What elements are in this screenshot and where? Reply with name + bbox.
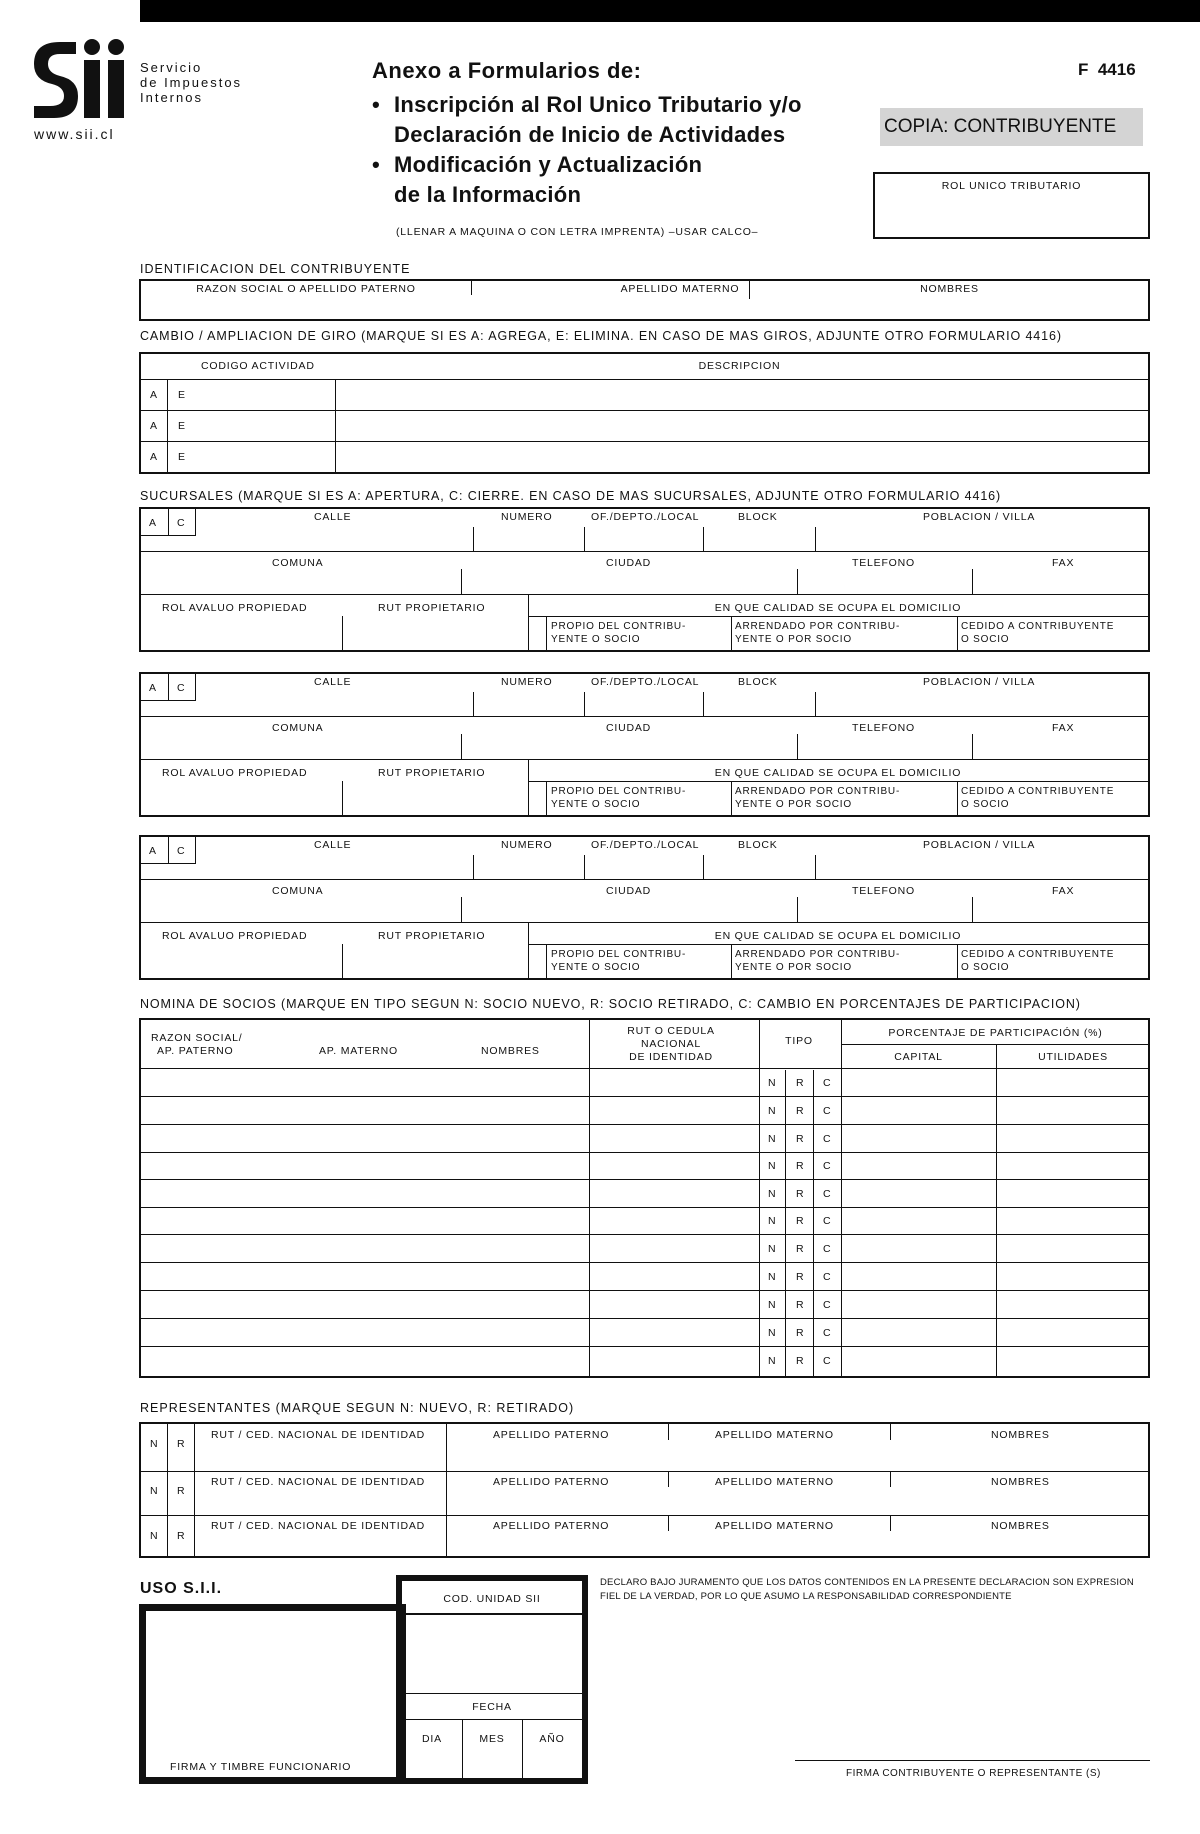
representantes-title: REPRESENTANTES (MARQUE SEGUN N: NUEVO, R: RETIRADO) (140, 1401, 575, 1415)
mark-a[interactable]: A (149, 517, 157, 529)
col-rut-line-1: RUT O CEDULA (627, 1025, 715, 1037)
col-rut-ced: RUT / CED. NACIONAL DE IDENTIDAD (211, 1476, 426, 1488)
col-rol-avaluo: ROL AVALUO PROPIEDAD (162, 930, 308, 942)
calidad-propio-line-2: YENTE O SOCIO (551, 962, 641, 973)
tipo-n[interactable]: N (768, 1160, 777, 1172)
calidad-propio-line-1: PROPIO DEL CONTRIBU- (551, 949, 687, 960)
fill-instruction: (LLENAR A MAQUINA O CON LETRA IMPRENTA) –USAR CALCO– (396, 226, 759, 238)
col-fax: FAX (1052, 885, 1075, 897)
col-razon-social-line-2: AP. PATERNO (157, 1045, 234, 1057)
sii-logo (30, 36, 130, 122)
col-apellido-materno: APELLIDO MATERNO (715, 1476, 834, 1488)
fecha-ano: AÑO (539, 1733, 565, 1745)
tipo-n[interactable]: N (768, 1299, 777, 1311)
col-rut-propietario: RUT PROPIETARIO (378, 767, 486, 779)
fecha-dia: DIA (422, 1733, 442, 1745)
col-calidad-domicilio: EN QUE CALIDAD SE OCUPA EL DOMICILIO (714, 602, 962, 614)
uso-sii-title: USO S.I.I. (140, 1580, 223, 1597)
mark-r[interactable]: R (177, 1485, 186, 1497)
tipo-c[interactable]: C (823, 1160, 832, 1172)
firma-line (795, 1760, 1150, 1761)
col-poblacion-villa: POBLACION / VILLA (923, 511, 1036, 523)
col-calidad-domicilio: EN QUE CALIDAD SE OCUPA EL DOMICILIO (714, 930, 962, 942)
tipo-r[interactable]: R (796, 1327, 805, 1339)
socios-title: NOMINA DE SOCIOS (MARQUE EN TIPO SEGUN N: SOCIO NUEVO, R: SOCIO RETIRADO, C: CAMBIO EN PORCENTAJES DE PARTICIPACION) (140, 997, 1081, 1011)
firma-funcionario: FIRMA Y TIMBRE FUNCIONARIO (170, 1761, 352, 1773)
calidad-arrendado-line-2: YENTE O POR SOCIO (735, 799, 852, 810)
col-numero: NUMERO (501, 676, 553, 688)
mark-r[interactable]: R (177, 1438, 186, 1450)
fecha-label: FECHA (472, 1701, 512, 1713)
col-descripcion: DESCRIPCION (698, 360, 781, 372)
col-rut-cedula (586, 1025, 756, 1064)
calidad-propio-line-2: YENTE O SOCIO (551, 634, 641, 645)
calidad-cedido-line-1: CEDIDO A CONTRIBUYENTE (961, 949, 1115, 960)
bullet-dot: • (372, 92, 381, 117)
col-fax: FAX (1052, 557, 1075, 569)
copy-label: COPIA: CONTRIBUYENTE (880, 108, 1143, 146)
identificacion-box[interactable] (139, 279, 1150, 321)
mark-c[interactable]: C (177, 682, 186, 694)
firma-contribuyente: FIRMA CONTRIBUYENTE O REPRESENTANTE (S) (846, 1768, 1101, 1779)
sucursal-box-3[interactable] (139, 835, 1150, 980)
calidad-cedido[interactable] (961, 785, 1114, 811)
rut-box[interactable] (873, 172, 1150, 239)
col-fax: FAX (1052, 722, 1075, 734)
mark-c[interactable]: C (177, 517, 186, 529)
tipo-n[interactable]: N (768, 1077, 777, 1089)
identificacion-title: IDENTIFICACION DEL CONTRIBUYENTE (140, 262, 411, 276)
form-code: F 4416 (1078, 60, 1136, 79)
col-nombres: NOMBRES (920, 283, 979, 295)
tipo-n[interactable]: N (768, 1215, 777, 1227)
sucursales-title: SUCURSALES (MARQUE SI ES A: APERTURA, C: CIERRE. EN CASO DE MAS SUCURSALES, ADJUNTE OTRO FORMULARIO 4416) (140, 489, 1002, 503)
calidad-cedido[interactable] (961, 620, 1114, 646)
calidad-cedido-line-1: CEDIDO A CONTRIBUYENTE (961, 621, 1115, 632)
calidad-propio-line-1: PROPIO DEL CONTRIBU- (551, 786, 687, 797)
tipo-c[interactable]: C (823, 1299, 832, 1311)
title-bullet-1 (372, 90, 802, 150)
bullet-2-line-2: de la Información (394, 182, 582, 207)
agency-line-1: Servicio (140, 60, 203, 75)
cod-unidad-box[interactable] (396, 1575, 588, 1784)
tipo-r[interactable]: R (796, 1077, 805, 1089)
calidad-propio-line-2: YENTE O SOCIO (551, 799, 641, 810)
col-nombres: NOMBRES (991, 1520, 1050, 1532)
col-telefono: TELEFONO (852, 722, 915, 734)
col-rol-avaluo: ROL AVALUO PROPIEDAD (162, 602, 308, 614)
calidad-arrendado-line-1: ARRENDADO POR CONTRIBU- (735, 621, 901, 632)
mark-r[interactable]: R (177, 1530, 186, 1542)
col-telefono: TELEFONO (852, 885, 915, 897)
calidad-propio[interactable] (551, 948, 686, 974)
col-nombres: NOMBRES (991, 1429, 1050, 1441)
calidad-cedido[interactable] (961, 948, 1114, 974)
col-ciudad: CIUDAD (606, 722, 652, 734)
col-block: BLOCK (738, 511, 778, 523)
tipo-c[interactable]: C (823, 1355, 832, 1367)
calidad-cedido-line-1: CEDIDO A CONTRIBUYENTE (961, 786, 1115, 797)
col-comuna: COMUNA (272, 722, 324, 734)
col-telefono: TELEFONO (852, 557, 915, 569)
tipo-n[interactable]: N (768, 1271, 777, 1283)
col-calle: CALLE (314, 511, 352, 523)
calidad-cedido-line-2: O SOCIO (961, 962, 1010, 973)
tipo-n[interactable]: N (768, 1188, 777, 1200)
mark-c[interactable]: C (177, 845, 186, 857)
col-ap-materno: AP. MATERNO (319, 1045, 399, 1057)
calidad-arrendado-line-2: YENTE O POR SOCIO (735, 962, 852, 973)
declaracion-line-1: DECLARO BAJO JURAMENTO QUE LOS DATOS CONTENIDOS EN LA PRESENTE DECLARACION SON EXPRESION (600, 1577, 1134, 1588)
tipo-c[interactable]: C (823, 1271, 832, 1283)
col-block: BLOCK (738, 839, 778, 851)
col-numero: NUMERO (501, 839, 553, 851)
calidad-arrendado[interactable] (735, 785, 900, 811)
bullet-dot: • (372, 152, 381, 177)
col-porcentaje: PORCENTAJE DE PARTICIPACIÓN (%) (888, 1027, 1103, 1039)
uso-sii-box[interactable] (139, 1604, 406, 1784)
col-block: BLOCK (738, 676, 778, 688)
calidad-cedido-line-2: O SOCIO (961, 799, 1010, 810)
col-ciudad: CIUDAD (606, 885, 652, 897)
tipo-n[interactable]: N (768, 1355, 777, 1367)
mark-n[interactable]: N (150, 1438, 159, 1450)
col-poblacion-villa: POBLACION / VILLA (923, 839, 1036, 851)
tipo-r[interactable]: R (796, 1160, 805, 1172)
calidad-propio-line-1: PROPIO DEL CONTRIBU- (551, 621, 687, 632)
bullet-1-line-1: Inscripción al Rol Unico Tributario y/o (394, 92, 802, 117)
sucursal-box-2[interactable] (139, 672, 1150, 817)
tipo-n[interactable]: N (768, 1327, 777, 1339)
giro-title: CAMBIO / AMPLIACION DE GIRO (MARQUE SI ES A: AGREGA, E: ELIMINA. EN CASO DE MAS GIROS, ADJUNTE OTRO FORMULARIO 4416) (140, 329, 1062, 343)
col-rut-line-2: NACIONAL (640, 1038, 702, 1050)
col-capital: CAPITAL (894, 1051, 943, 1063)
tipo-c[interactable]: C (823, 1188, 832, 1200)
tipo-c[interactable]: C (823, 1077, 832, 1089)
fecha-mes: MES (479, 1733, 505, 1745)
bullet-1-line-2: Declaración de Inicio de Actividades (394, 122, 786, 147)
tipo-n[interactable]: N (768, 1105, 777, 1117)
tipo-c[interactable]: C (823, 1215, 832, 1227)
col-utilidades: UTILIDADES (1038, 1051, 1108, 1063)
calidad-arrendado[interactable] (735, 948, 900, 974)
tipo-r[interactable]: R (796, 1133, 805, 1145)
tipo-r[interactable]: R (796, 1299, 805, 1311)
mark-e[interactable]: E (178, 389, 186, 401)
tipo-r[interactable]: R (796, 1188, 805, 1200)
mark-e[interactable]: E (178, 420, 186, 432)
tipo-c[interactable]: C (823, 1327, 832, 1339)
giro-box[interactable] (139, 352, 1150, 474)
col-comuna: COMUNA (272, 885, 324, 897)
col-apellido-paterno: APELLIDO PATERNO (493, 1520, 610, 1532)
form-title: Anexo a Formularios de: (372, 58, 642, 83)
agency-line-2: de Impuestos (140, 75, 243, 90)
col-rut-ced: RUT / CED. NACIONAL DE IDENTIDAD (211, 1429, 426, 1441)
col-rut-propietario: RUT PROPIETARIO (378, 602, 486, 614)
mark-a[interactable]: A (150, 451, 158, 463)
col-tipo: TIPO (785, 1035, 813, 1047)
col-ciudad: CIUDAD (606, 557, 652, 569)
tipo-r[interactable]: R (796, 1243, 805, 1255)
cod-unidad-label: COD. UNIDAD SII (443, 1593, 541, 1605)
col-of-depto-local: OF./DEPTO./LOCAL (591, 839, 700, 851)
tipo-c[interactable]: C (823, 1133, 832, 1145)
col-razon-social-line-1: RAZON SOCIAL/ (151, 1032, 243, 1044)
sucursal-box-1[interactable] (139, 507, 1150, 652)
mark-a[interactable]: A (149, 682, 157, 694)
mark-a[interactable]: A (150, 389, 158, 401)
tipo-n[interactable]: N (768, 1243, 777, 1255)
col-rut-line-3: DE IDENTIDAD (629, 1051, 713, 1063)
col-calle: CALLE (314, 676, 352, 688)
mark-a[interactable]: A (150, 420, 158, 432)
col-rut-propietario: RUT PROPIETARIO (378, 930, 486, 942)
col-comuna: COMUNA (272, 557, 324, 569)
col-razon-social (151, 1032, 243, 1058)
tipo-r[interactable]: R (796, 1271, 805, 1283)
tipo-r[interactable]: R (796, 1215, 805, 1227)
socios-table[interactable] (139, 1018, 1150, 1378)
col-rol-avaluo: ROL AVALUO PROPIEDAD (162, 767, 308, 779)
col-apellido-paterno: APELLIDO PATERNO (493, 1476, 610, 1488)
top-black-bar (140, 0, 1200, 22)
calidad-arrendado[interactable] (735, 620, 900, 646)
calidad-propio[interactable] (551, 620, 686, 646)
col-nombres: NOMBRES (991, 1476, 1050, 1488)
col-of-depto-local: OF./DEPTO./LOCAL (591, 676, 700, 688)
col-poblacion-villa: POBLACION / VILLA (923, 676, 1036, 688)
bullet-2-line-1: Modificación y Actualización (394, 152, 703, 177)
calidad-arrendado-line-1: ARRENDADO POR CONTRIBU- (735, 786, 901, 797)
tipo-r[interactable]: R (796, 1355, 805, 1367)
mark-e[interactable]: E (178, 451, 186, 463)
agency-line-3: Internos (140, 90, 203, 105)
col-nombres: NOMBRES (481, 1045, 540, 1057)
tipo-c[interactable]: C (823, 1243, 832, 1255)
rut-label: ROL UNICO TRIBUTARIO (941, 180, 1082, 192)
agency-name (140, 60, 242, 105)
col-razon-social: RAZON SOCIAL O APELLIDO PATERNO (196, 283, 416, 295)
tipo-c[interactable]: C (823, 1105, 832, 1117)
website[interactable]: www.sii.cl (34, 126, 115, 142)
tipo-r[interactable]: R (796, 1105, 805, 1117)
calidad-propio[interactable] (551, 785, 686, 811)
col-codigo-actividad: CODIGO ACTIVIDAD (201, 360, 315, 372)
title-bullet-2 (372, 150, 702, 210)
calidad-arrendado-line-1: ARRENDADO POR CONTRIBU- (735, 949, 901, 960)
calidad-cedido-line-2: O SOCIO (961, 634, 1010, 645)
col-apellido-materno: APELLIDO MATERNO (715, 1520, 834, 1532)
mark-n[interactable]: N (150, 1530, 159, 1542)
representantes-table[interactable] (139, 1422, 1150, 1558)
col-apellido-paterno: APELLIDO PATERNO (493, 1429, 610, 1441)
mark-n[interactable]: N (150, 1485, 159, 1497)
col-apellido-materno: APELLIDO MATERNO (715, 1429, 834, 1441)
col-calidad-domicilio: EN QUE CALIDAD SE OCUPA EL DOMICILIO (714, 767, 962, 779)
tipo-n[interactable]: N (768, 1133, 777, 1145)
col-apellido-materno: APELLIDO MATERNO (620, 283, 740, 295)
declaracion-line-2: FIEL DE LA VERDAD, POR LO QUE ASUMO LA RESPONSABILIDAD CORRESPONDIENTE (600, 1591, 1012, 1602)
declaracion-jurada (600, 1576, 1134, 1604)
mark-a[interactable]: A (149, 845, 157, 857)
col-rut-ced: RUT / CED. NACIONAL DE IDENTIDAD (211, 1520, 426, 1532)
col-of-depto-local: OF./DEPTO./LOCAL (591, 511, 700, 523)
col-numero: NUMERO (501, 511, 553, 523)
calidad-arrendado-line-2: YENTE O POR SOCIO (735, 634, 852, 645)
col-calle: CALLE (314, 839, 352, 851)
